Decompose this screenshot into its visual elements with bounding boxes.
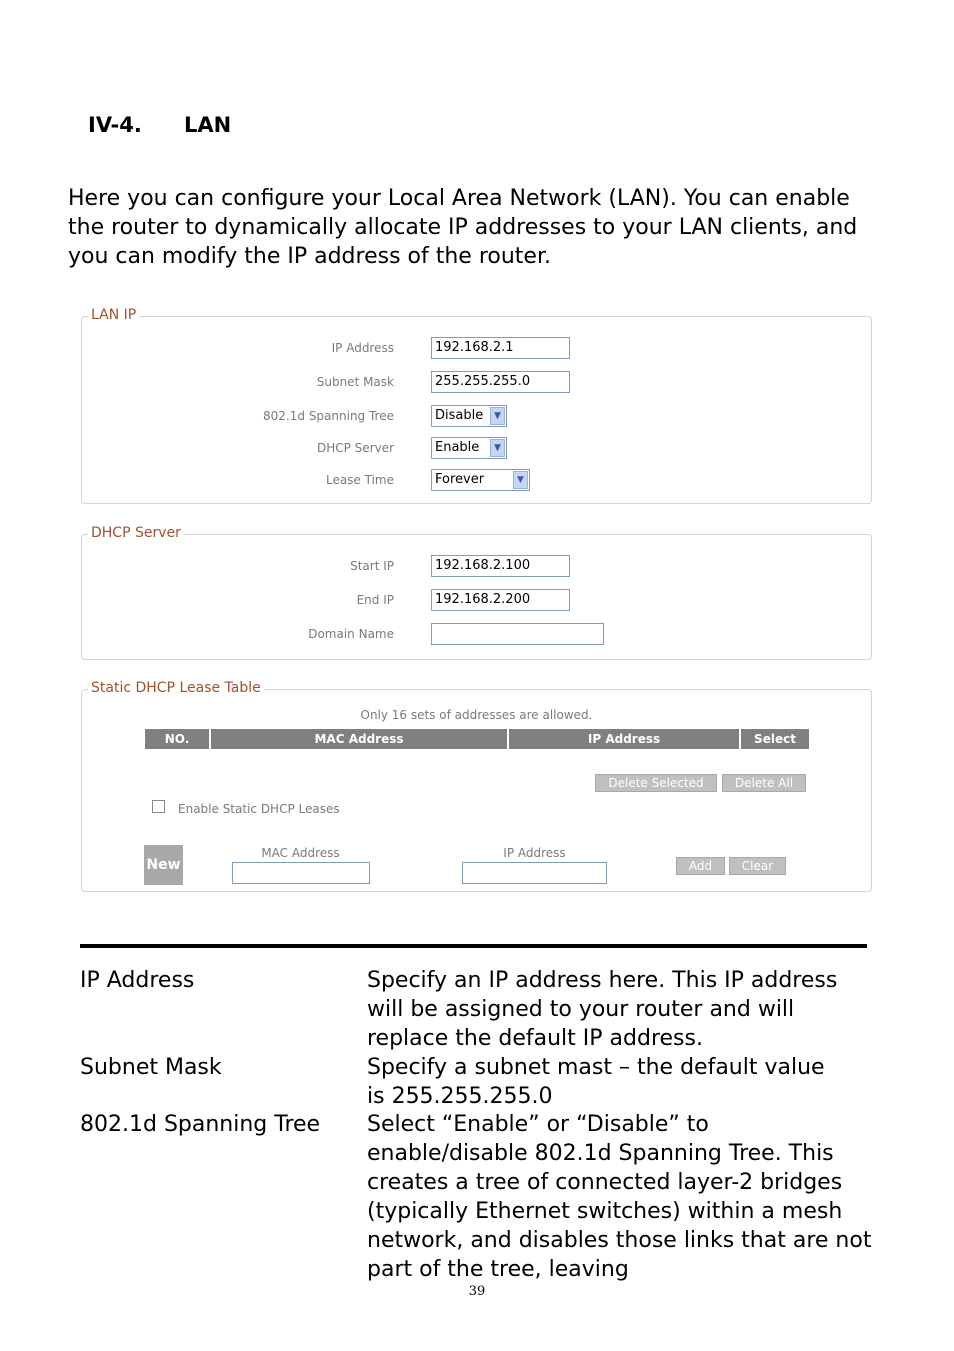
- definition-desc-ip-address: Specify an IP address here. This IP address will be assigned to your router and will replace the default IP address.: [367, 968, 838, 1051]
- dhcp-server-value: Enable: [435, 440, 480, 455]
- mac-address-input[interactable]: [232, 862, 370, 884]
- start-ip-label: Start IP: [350, 559, 394, 573]
- lease-time-label: Lease Time: [325, 473, 394, 487]
- column-header-mac: MAC Address: [211, 729, 507, 749]
- definition-term-subnet-mask: Subnet Mask: [80, 1055, 222, 1080]
- table-note: Only 16 sets of addresses are allowed.: [360, 708, 593, 722]
- subnet-mask-label: Subnet Mask: [316, 375, 394, 389]
- column-header-ip: IP Address: [509, 729, 739, 749]
- static-lease-panel: [81, 680, 872, 892]
- lease-time-value: Forever: [435, 472, 485, 487]
- dhcp-server-legend: DHCP Server: [88, 525, 184, 541]
- end-ip-label: End IP: [356, 593, 394, 607]
- static-ip-input[interactable]: [462, 862, 607, 884]
- column-header-select: Select: [741, 729, 809, 749]
- start-ip-input[interactable]: 192.168.2.100: [431, 555, 570, 577]
- clear-button[interactable]: Clear: [729, 857, 786, 875]
- delete-selected-button[interactable]: Delete Selected: [595, 774, 717, 792]
- section-title: LAN: [184, 113, 232, 137]
- chevron-down-icon[interactable]: ▼: [513, 471, 528, 489]
- ip-address-input[interactable]: 192.168.2.1: [431, 337, 570, 359]
- lease-time-select[interactable]: [431, 469, 530, 491]
- chevron-down-icon[interactable]: ▼: [490, 439, 505, 457]
- enable-static-label: Enable Static DHCP Leases: [178, 802, 340, 816]
- dhcp-server-panel: [81, 525, 872, 660]
- chevron-down-icon[interactable]: ▼: [490, 407, 505, 425]
- add-button[interactable]: Add: [676, 857, 725, 875]
- spanning-tree-label: 802.1d Spanning Tree: [263, 409, 394, 423]
- delete-all-button[interactable]: Delete All: [722, 774, 806, 792]
- lan-ip-panel: [81, 307, 872, 504]
- mac-address-label: MAC Address: [261, 846, 340, 860]
- domain-name-label: Domain Name: [308, 627, 394, 641]
- dhcp-server-select[interactable]: [431, 437, 507, 459]
- section-divider: [80, 944, 867, 948]
- new-button[interactable]: New: [144, 845, 183, 885]
- static-ip-label: IP Address: [503, 846, 566, 860]
- subnet-mask-input[interactable]: 255.255.255.0: [431, 371, 570, 393]
- enable-static-checkbox[interactable]: [152, 800, 165, 813]
- static-lease-legend: Static DHCP Lease Table: [88, 680, 264, 696]
- definition-desc-subnet-mask: Specify a subnet mast – the default value is 255.255.255.0: [367, 1055, 825, 1109]
- definition-term-ip-address: IP Address: [80, 968, 195, 993]
- end-ip-input[interactable]: 192.168.2.200: [431, 589, 570, 611]
- column-header-no: NO.: [145, 729, 209, 749]
- dhcp-server-label: DHCP Server: [316, 441, 394, 455]
- definition-term-spanning-tree: 802.1d Spanning Tree: [80, 1112, 321, 1137]
- section-number: IV-4.: [88, 113, 142, 137]
- domain-name-input[interactable]: [431, 623, 604, 645]
- spanning-tree-value: Disable: [435, 408, 484, 423]
- page-number: 39: [468, 1284, 486, 1299]
- lan-ip-legend: LAN IP: [88, 307, 139, 323]
- ip-address-label: IP Address: [331, 341, 394, 355]
- intro-paragraph: Here you can configure your Local Area Network (LAN). You can enable the router to dynamically allocate IP addresses to your LAN clients, and you can modify the IP address of the router.: [68, 186, 858, 269]
- lease-table-header: [145, 729, 809, 749]
- definition-desc-spanning-tree: Select “Enable” or “Disable” to enable/disable 802.1d Spanning Tree. This creates a tree of connected layer-2 bridges (typically Ethernet switches) within a mesh network, and disables those links that are not part of the tree, leaving: [367, 1112, 872, 1282]
- spanning-tree-select[interactable]: [431, 405, 507, 427]
